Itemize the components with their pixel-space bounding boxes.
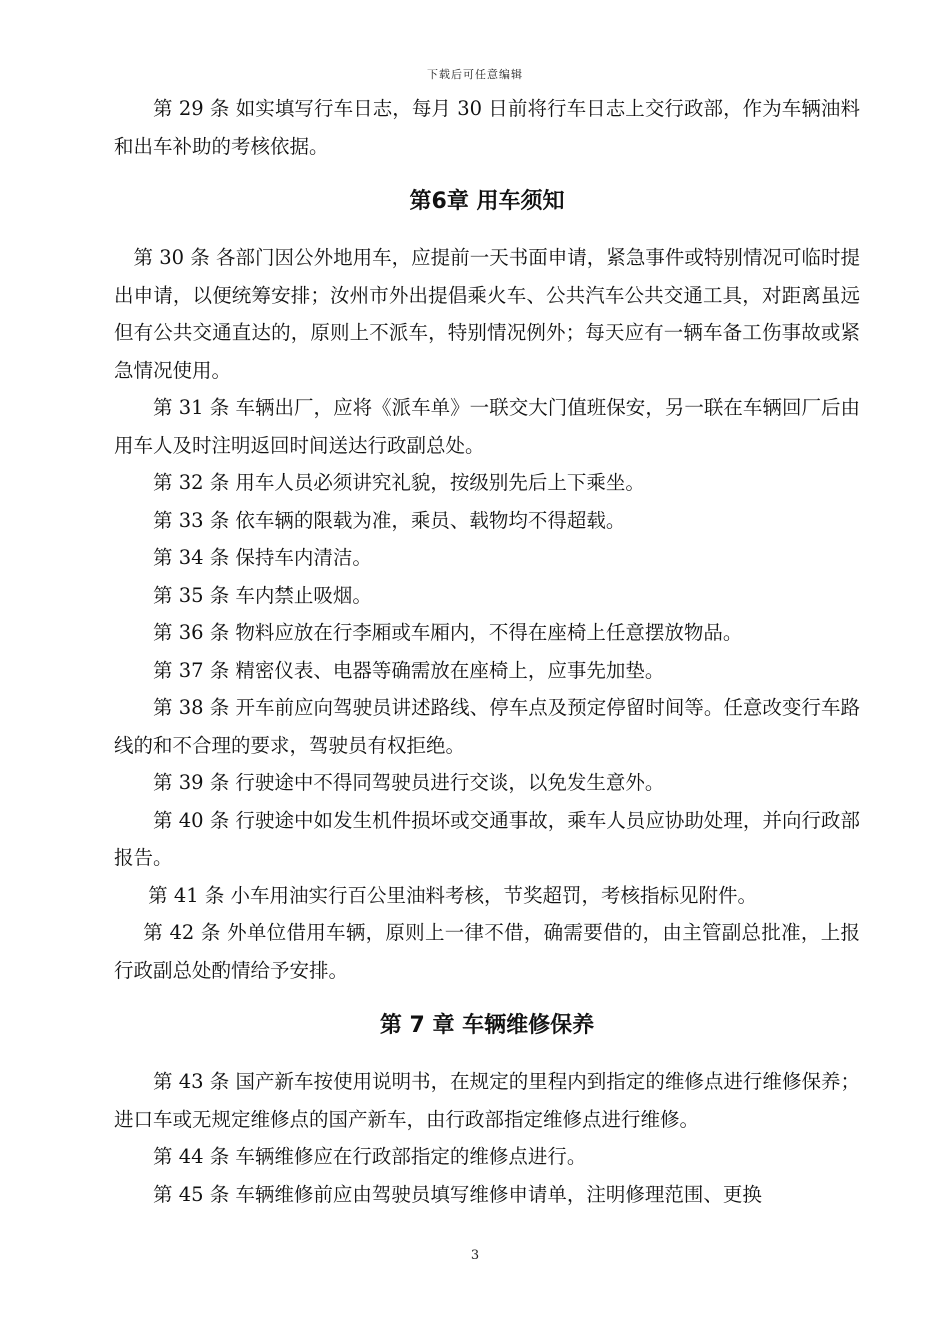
page-header: 下载后可任意编辑: [427, 68, 523, 81]
document-body: [114, 90, 860, 1213]
chapter-6-title: 第6章 用车须知: [409, 189, 565, 214]
article-35: 第 35 条 车内禁止吸烟。: [153, 583, 372, 607]
article-39: 第 39 条 行驶途中不得同驾驶员进行交谈，以免发生意外。: [153, 771, 665, 794]
article-34: 第 34 条 保持车内清洁。: [153, 546, 372, 569]
article-29: 第 29 条 如实填写行车日志，每月 30 日前将行车日志上交行政部，作为车辆油料和出车补助的考核依据。: [114, 97, 860, 158]
article-31: 第 31 条 车辆出厂，应将《派车单》一联交大门值班保安，另一联在车辆回厂后由用车人及时注明返回时间送达行政副总处。: [114, 396, 860, 457]
article-33: 第 33 条 依车辆的限载为准，乘员、载物均不得超载。: [153, 508, 626, 532]
article-32: 第 32 条 用车人员必须讲究礼貌，按级别先后上下乘坐。: [153, 471, 645, 494]
article-43: 第 43 条 国产新车按使用说明书，在规定的里程内到指定的维修点进行维修保养；进口车或无规定维修点的国产新车，由行政部指定维修点进行维修。: [114, 1070, 860, 1131]
page-number: 3: [470, 1248, 480, 1263]
article-37: 第 37 条 精密仪表、电器等确需放在座椅上，应事先加垫。: [153, 658, 665, 682]
article-42: 第 42 条 外单位借用车辆，原则上一律不借，确需要借的，由主管副总批准，上报行政副总处酌情给予安排。: [114, 921, 860, 982]
article-40: 第 40 条 行驶途中如发生机件损坏或交通事故，乘车人员应协助处理，并向行政部报告。: [114, 808, 860, 869]
article-45: 第 45 条 车辆维修前应由驾驶员填写维修申请单，注明修理范围、更换: [153, 1182, 762, 1206]
article-38: 第 38 条 开车前应向驾驶员讲述路线、停车点及预定停留时间等。任意改变行车路线的和不合理的要求，驾驶员有权拒绝。: [114, 696, 860, 757]
chapter-7-title: 第 7 章 车辆维修保养: [379, 1013, 595, 1038]
article-30: 第 30 条 各部门因公外地用车，应提前一天书面申请，紧急事件或特别情况可临时提出申请，以便统筹安排；汝州市外出提倡乘火车、公共汽车公共交通工具，对距离虽远但有公共交通直达的，原则上不派车，特别情况例外；每天应有一辆车备工伤事故或紧急情况使用。: [114, 246, 860, 382]
article-41: 第 41 条 小车用油实行百公里油料考核，节奖超罚，考核指标见附件。: [148, 883, 758, 907]
article-36: 第 36 条 物料应放在行李厢或车厢内，不得在座椅上任意摆放物品。: [153, 621, 743, 644]
article-44: 第 44 条 车辆维修应在行政部指定的维修点进行。: [153, 1145, 587, 1168]
